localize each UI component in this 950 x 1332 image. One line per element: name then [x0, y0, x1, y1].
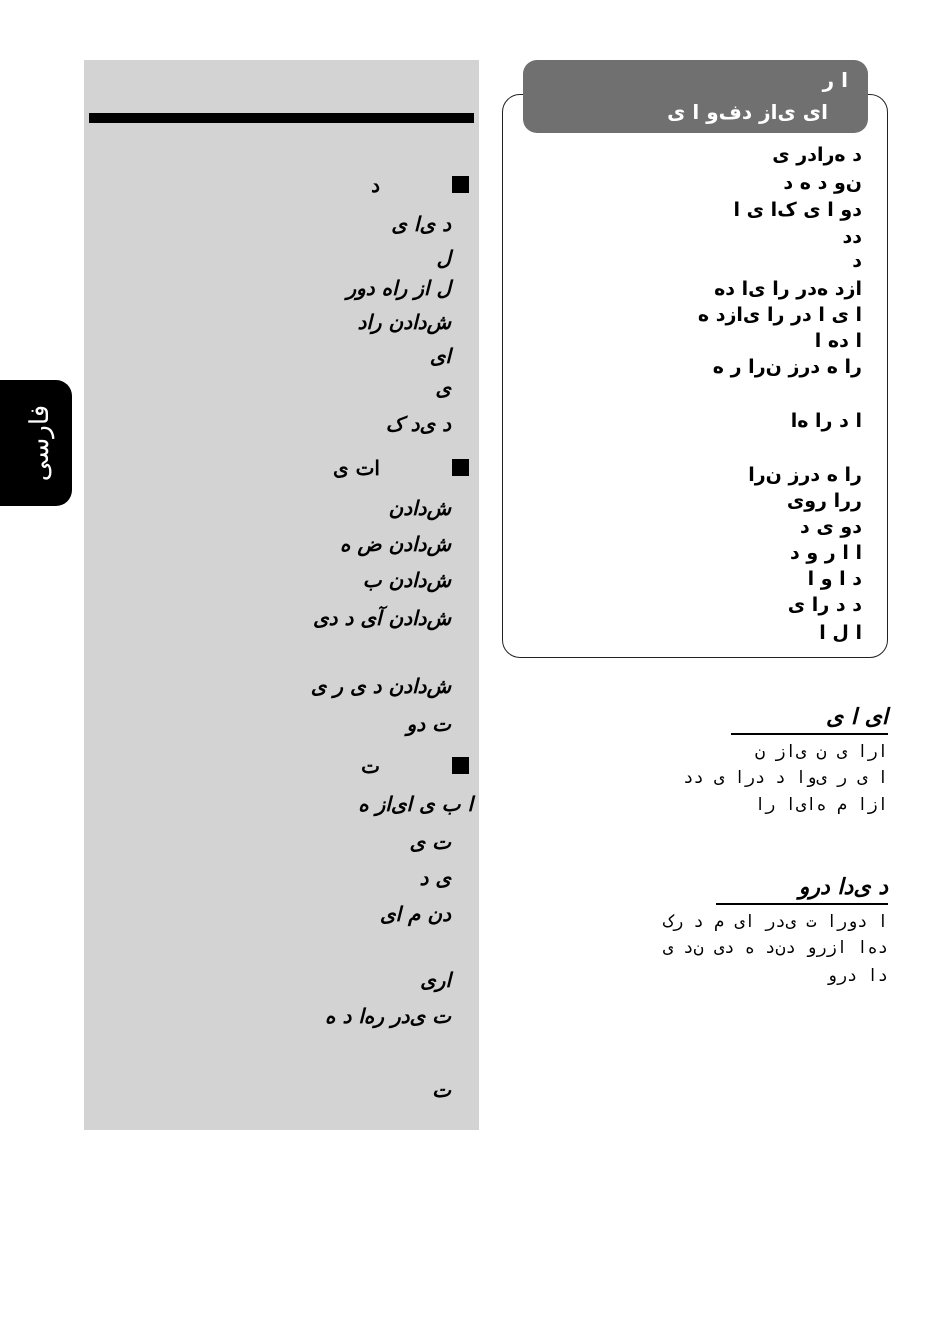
warning-line: ا د را ه‌ا [790, 410, 862, 432]
language-tab-label: فارسی [25, 404, 55, 482]
square-bullet-icon [452, 757, 469, 774]
contents-item: ی د [419, 866, 451, 890]
warning-line: دو ا ی ک‌ا ی ا [733, 199, 862, 221]
warning-line: را ه درز ن‌را [748, 464, 862, 486]
section-1-line: ازا م ه‌ای‌ا را [754, 795, 888, 815]
contents-heading-1: د [371, 173, 469, 197]
warning-title-line-1: ا ر [822, 68, 848, 92]
section-1-line: ا ی ر ی‌وا د درا ی دد [683, 768, 888, 788]
warning-line: ا ل ا [819, 622, 862, 644]
warning-line: د [852, 250, 862, 272]
contents-item: ش‌دادن ب [362, 568, 451, 592]
square-bullet-icon [452, 459, 469, 476]
contents-item: ا ب ی ای‌از ه [358, 792, 473, 816]
contents-item: ش‌دادن راد [357, 310, 451, 334]
contents-item: ل از راه دور [346, 276, 451, 300]
warning-title [523, 60, 868, 133]
contents-panel [84, 60, 479, 1130]
warning-line: د ه‌رادر ی [772, 144, 862, 166]
contents-heading-3: ت [361, 754, 469, 778]
contents-item: ت دو [406, 712, 451, 736]
warning-line: ا ا ر و د [790, 542, 862, 564]
warning-line: د ا و ا [807, 568, 862, 590]
warning-line: ا ی ا در را ی‌ازد ه [697, 304, 862, 326]
warning-line: ازد ه‌در را ی‌ا ده [714, 278, 862, 300]
contents-item: ی [435, 376, 451, 400]
warning-line: دد [842, 226, 862, 248]
contents-heading-2: ات ی [333, 456, 469, 480]
contents-item: ای [429, 344, 451, 368]
warning-line: دو ی د [800, 516, 862, 538]
panel-top-rule [89, 113, 474, 123]
contents-item: ش‌دادن ض ه [339, 532, 451, 556]
contents-item: ت ی‌در ره‌ا د ه [325, 1004, 451, 1028]
warning-line: ا ده ا [814, 330, 862, 352]
warning-line: ررا روی [786, 490, 862, 512]
language-tab [0, 380, 72, 506]
section-1-title: ای ا ی [826, 704, 888, 730]
contents-item: ش‌دادن [388, 496, 451, 520]
warning-title-line-2: ای ی‌از دف‌و ا ی [667, 100, 828, 124]
contents-item: ل [436, 246, 451, 270]
contents-item: ش‌دادن آی د دی [312, 606, 451, 630]
warning-line: د د را ی [787, 594, 862, 616]
contents-item: د ی‌ا ی [391, 212, 451, 236]
contents-item: ت ی [409, 830, 451, 854]
warning-line: را ه درز ن‌را ر ه [712, 356, 862, 378]
square-bullet-icon [452, 176, 469, 193]
warning-line: ن‌و د ه د [783, 172, 862, 194]
contents-item: ت [432, 1078, 451, 1102]
section-2-line: ا دورا ت ی‌در ای م د ر‌ک [662, 912, 888, 932]
section-2-rule [716, 903, 888, 905]
section-2-title: د ی‌دا درو [798, 874, 888, 900]
contents-item: ش‌دادن د ی ر ی [310, 674, 451, 698]
section-2-line: دا درو [826, 966, 888, 986]
contents-item: د ی‌د ک [385, 412, 451, 436]
section-1-line: ارا ی ن ی‌از ن [754, 742, 888, 762]
contents-item: دن م ای [379, 902, 451, 926]
section-2-line: ده‌ا ازرو دن‌د ه دی ن‌د ی [662, 938, 888, 958]
contents-item: اری [420, 968, 451, 992]
section-1-rule [731, 733, 888, 735]
